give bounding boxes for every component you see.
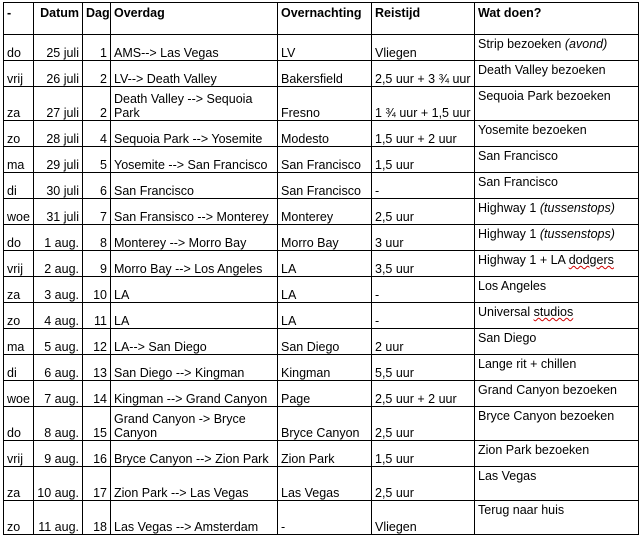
cell-traveltime: 1 ¾ uur + 1,5 uur: [372, 87, 475, 121]
cell-traveltime: 2,5 uur + 3 ¾ uur: [372, 61, 475, 87]
cell-day: 18: [83, 501, 111, 535]
cell-date: 1 aug.: [34, 225, 83, 251]
todo-note: (tussenstops): [539, 227, 615, 241]
cell-day: 2: [83, 61, 111, 87]
cell-date: 30 juli: [34, 173, 83, 199]
todo-text: Strip bezoeken: [478, 37, 562, 51]
cell-stay: LA: [278, 251, 372, 277]
cell-day: 10: [83, 277, 111, 303]
cell-weekday: za: [4, 87, 34, 121]
cell-traveltime: 2,5 uur: [372, 199, 475, 225]
table-row: [4, 173, 639, 199]
cell-todo: [475, 277, 639, 303]
cell-weekday: vrij: [4, 251, 34, 277]
col-header-stay: Overnachting: [278, 3, 372, 35]
todo-text: Yosemite bezoeken: [478, 123, 587, 137]
cell-day: 9: [83, 251, 111, 277]
todo-text: Grand Canyon bezoeken: [478, 383, 617, 397]
table-row: [4, 87, 639, 121]
cell-date: 27 juli: [34, 87, 83, 121]
cell-traveltime: -: [372, 277, 475, 303]
cell-todo: [475, 35, 639, 61]
cell-traveltime: 2 uur: [372, 329, 475, 355]
cell-traveltime: 3 uur: [372, 225, 475, 251]
table-row: [4, 277, 639, 303]
cell-route: AMS--> Las Vegas: [111, 35, 278, 61]
cell-weekday: za: [4, 277, 34, 303]
cell-route: San Fransisco --> Monterey: [111, 199, 278, 225]
todo-note: (avond): [564, 37, 608, 51]
cell-route: Monterey --> Morro Bay: [111, 225, 278, 251]
table-row: [4, 199, 639, 225]
cell-traveltime: Vliegen: [372, 501, 475, 535]
table-row: [4, 251, 639, 277]
cell-stay: Monterey: [278, 199, 372, 225]
cell-date: 3 aug.: [34, 277, 83, 303]
cell-stay: Bryce Canyon: [278, 407, 372, 441]
cell-stay: Bakersfield: [278, 61, 372, 87]
cell-weekday: zo: [4, 501, 34, 535]
todo-text: San Diego: [478, 331, 537, 345]
table-row: [4, 329, 639, 355]
todo-text: San Francisco: [478, 175, 558, 189]
cell-route: Zion Park --> Las Vegas: [111, 467, 278, 501]
table-row: [4, 61, 639, 87]
cell-date: 6 aug.: [34, 355, 83, 381]
cell-date: 29 juli: [34, 147, 83, 173]
cell-traveltime: -: [372, 303, 475, 329]
table-row: [4, 303, 639, 329]
todo-text: Los Angeles: [478, 279, 547, 293]
cell-stay: Morro Bay: [278, 225, 372, 251]
cell-weekday: do: [4, 407, 34, 441]
cell-todo: [475, 329, 639, 355]
col-header-todo: Wat doen?: [475, 3, 639, 35]
cell-todo: [475, 121, 639, 147]
todo-text: Highway 1: [478, 227, 537, 241]
cell-day: 15: [83, 407, 111, 441]
todo-text: Death Valley bezoeken: [478, 63, 606, 77]
cell-date: 7 aug.: [34, 381, 83, 407]
cell-todo: [475, 303, 639, 329]
cell-todo: [475, 251, 639, 277]
cell-stay: San Diego: [278, 329, 372, 355]
cell-traveltime: -: [372, 173, 475, 199]
cell-stay: San Francisco: [278, 147, 372, 173]
table-row: [4, 147, 639, 173]
cell-todo: [475, 225, 639, 251]
todo-text: Sequoia Park bezoeken: [478, 89, 611, 103]
cell-date: 5 aug.: [34, 329, 83, 355]
col-header-day: Dag: [83, 3, 111, 35]
table-row: [4, 501, 639, 535]
cell-todo: [475, 61, 639, 87]
col-header-route: Overdag: [111, 3, 278, 35]
cell-weekday: vrij: [4, 61, 34, 87]
table-row: [4, 35, 639, 61]
cell-route: Bryce Canyon --> Zion Park: [111, 441, 278, 467]
cell-stay: Zion Park: [278, 441, 372, 467]
cell-day: 16: [83, 441, 111, 467]
cell-route: LA: [111, 277, 278, 303]
table-row: [4, 407, 639, 441]
cell-todo: [475, 355, 639, 381]
cell-todo: [475, 381, 639, 407]
cell-traveltime: 2,5 uur + 2 uur: [372, 381, 475, 407]
col-header-traveltime: Reistijd: [372, 3, 475, 35]
cell-weekday: zo: [4, 303, 34, 329]
cell-day: 2: [83, 87, 111, 121]
cell-route: Morro Bay --> Los Angeles: [111, 251, 278, 277]
cell-stay: Page: [278, 381, 372, 407]
cell-weekday: zo: [4, 121, 34, 147]
cell-stay: San Francisco: [278, 173, 372, 199]
todo-spellcheck-word: studios: [533, 305, 574, 319]
cell-todo: [475, 199, 639, 225]
cell-stay: LA: [278, 303, 372, 329]
cell-todo: [475, 441, 639, 467]
cell-route: LV--> Death Valley: [111, 61, 278, 87]
todo-text: Universal: [478, 305, 531, 319]
cell-weekday: za: [4, 467, 34, 501]
cell-traveltime: 2,5 uur: [372, 407, 475, 441]
cell-date: 8 aug.: [34, 407, 83, 441]
col-header-date: Datum: [34, 3, 83, 35]
cell-traveltime: 2,5 uur: [372, 467, 475, 501]
cell-date: 11 aug.: [34, 501, 83, 535]
cell-day: 12: [83, 329, 111, 355]
cell-date: 10 aug.: [34, 467, 83, 501]
col-header-weekday: -: [4, 3, 34, 35]
cell-date: 28 juli: [34, 121, 83, 147]
todo-text: Las Vegas: [478, 469, 537, 483]
cell-route: Sequoia Park --> Yosemite: [111, 121, 278, 147]
table-row: [4, 441, 639, 467]
cell-traveltime: 1,5 uur + 2 uur: [372, 121, 475, 147]
todo-text: Zion Park bezoeken: [478, 443, 590, 457]
cell-route: San Diego --> Kingman: [111, 355, 278, 381]
cell-traveltime: 5,5 uur: [372, 355, 475, 381]
cell-date: 9 aug.: [34, 441, 83, 467]
cell-route: LA--> San Diego: [111, 329, 278, 355]
cell-stay: Las Vegas: [278, 467, 372, 501]
cell-weekday: vrij: [4, 441, 34, 467]
cell-weekday: di: [4, 173, 34, 199]
cell-date: 31 juli: [34, 199, 83, 225]
todo-spellcheck-word: dodgers: [568, 253, 614, 267]
todo-note: (tussenstops): [539, 201, 615, 215]
cell-traveltime: 1,5 uur: [372, 441, 475, 467]
cell-weekday: woe: [4, 199, 34, 225]
cell-day: 7: [83, 199, 111, 225]
table-row: [4, 121, 639, 147]
todo-text: Highway 1 + LA: [478, 253, 566, 267]
cell-weekday: do: [4, 35, 34, 61]
cell-day: 17: [83, 467, 111, 501]
cell-todo: [475, 407, 639, 441]
cell-todo: [475, 501, 639, 535]
table-row: [4, 381, 639, 407]
cell-route: San Francisco: [111, 173, 278, 199]
cell-weekday: woe: [4, 381, 34, 407]
cell-traveltime: Vliegen: [372, 35, 475, 61]
cell-stay: Fresno: [278, 87, 372, 121]
cell-day: 11: [83, 303, 111, 329]
cell-traveltime: 3,5 uur: [372, 251, 475, 277]
header-row: [4, 3, 639, 35]
cell-date: 2 aug.: [34, 251, 83, 277]
cell-day: 4: [83, 121, 111, 147]
table-row: [4, 225, 639, 251]
cell-traveltime: 1,5 uur: [372, 147, 475, 173]
cell-day: 6: [83, 173, 111, 199]
todo-text: San Francisco: [478, 149, 558, 163]
cell-route: LA: [111, 303, 278, 329]
cell-todo: [475, 147, 639, 173]
cell-day: 5: [83, 147, 111, 173]
cell-stay: LA: [278, 277, 372, 303]
cell-day: 13: [83, 355, 111, 381]
cell-stay: -: [278, 501, 372, 535]
cell-route: Death Valley --> Sequoia Park: [111, 87, 278, 121]
cell-stay: LV: [278, 35, 372, 61]
cell-todo: [475, 467, 639, 501]
cell-stay: Kingman: [278, 355, 372, 381]
table-row: [4, 355, 639, 381]
todo-text: Bryce Canyon bezoeken: [478, 409, 615, 423]
cell-weekday: do: [4, 225, 34, 251]
cell-weekday: di: [4, 355, 34, 381]
cell-route: Yosemite --> San Francisco: [111, 147, 278, 173]
itinerary-table: [3, 2, 639, 535]
cell-day: 8: [83, 225, 111, 251]
cell-todo: [475, 87, 639, 121]
cell-date: 4 aug.: [34, 303, 83, 329]
cell-day: 1: [83, 35, 111, 61]
cell-date: 25 juli: [34, 35, 83, 61]
cell-stay: Modesto: [278, 121, 372, 147]
cell-day: 14: [83, 381, 111, 407]
cell-todo: [475, 173, 639, 199]
todo-text: Lange rit + chillen: [478, 357, 577, 371]
cell-route: Kingman --> Grand Canyon: [111, 381, 278, 407]
cell-weekday: ma: [4, 329, 34, 355]
cell-route: Las Vegas --> Amsterdam: [111, 501, 278, 535]
cell-weekday: ma: [4, 147, 34, 173]
table-row: [4, 467, 639, 501]
cell-route: Grand Canyon -> Bryce Canyon: [111, 407, 278, 441]
cell-date: 26 juli: [34, 61, 83, 87]
todo-text: Terug naar huis: [478, 503, 565, 517]
todo-text: Highway 1: [478, 201, 537, 215]
